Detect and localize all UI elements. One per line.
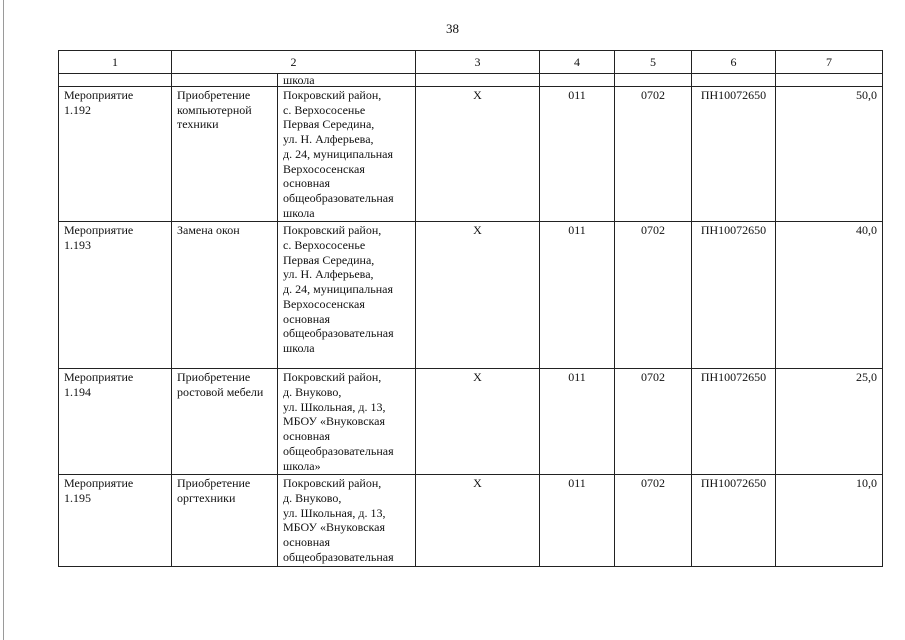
amount-cell: 50,0	[776, 87, 883, 222]
col3-cell: Х	[416, 475, 540, 566]
col5-cell: 0702	[615, 369, 692, 475]
budget-table	[58, 50, 883, 567]
amount-cell: 10,0	[776, 475, 883, 566]
table-header-row	[59, 51, 883, 74]
table-row	[59, 475, 883, 566]
col5-cell: 0702	[615, 222, 692, 369]
action-cell: Приобретение оргтехники	[172, 475, 278, 566]
col3-cell: Х	[416, 369, 540, 475]
header-col-1: 1	[59, 51, 172, 74]
table-row-continuation	[59, 74, 883, 87]
header-col-2: 2	[172, 51, 416, 74]
address-cell: Покровский район, с. Верхососенье Первая Середина, ул. Н. Алферьева, д. 24, муниципальная Верхососенская основная общеобразовательная школа	[278, 87, 416, 222]
address-cell: школа	[278, 74, 416, 87]
col6-cell: ПН10072650	[692, 222, 776, 369]
col4-cell: 011	[540, 369, 615, 475]
col6-cell: ПН10072650	[692, 87, 776, 222]
action-cell: Приобретение ростовой мебели	[172, 369, 278, 475]
address-cell: Покровский район, с. Верхососенье Первая Середина, ул. Н. Алферьева, д. 24, муниципальная Верхососенская основная общеобразовательная школа	[278, 222, 416, 369]
table-row	[59, 87, 883, 222]
col5-cell: 0702	[615, 87, 692, 222]
action-cell: Замена окон	[172, 222, 278, 369]
header-col-3: 3	[416, 51, 540, 74]
event-cell: Мероприятие 1.192	[59, 87, 172, 222]
col4-cell: 011	[540, 475, 615, 566]
col3-cell: Х	[416, 222, 540, 369]
event-cell: Мероприятие 1.194	[59, 369, 172, 475]
event-cell: Мероприятие 1.195	[59, 475, 172, 566]
col4-cell: 011	[540, 222, 615, 369]
page-edge-line	[3, 0, 4, 640]
action-cell: Приобретение компьютерной техники	[172, 87, 278, 222]
header-col-5: 5	[615, 51, 692, 74]
col6-cell: ПН10072650	[692, 475, 776, 566]
amount-cell: 40,0	[776, 222, 883, 369]
header-col-6: 6	[692, 51, 776, 74]
col4-cell: 011	[540, 87, 615, 222]
page-number: 38	[446, 21, 459, 36]
col5-cell: 0702	[615, 475, 692, 566]
col6-cell: ПН10072650	[692, 369, 776, 475]
table-row	[59, 222, 883, 369]
event-cell: Мероприятие 1.193	[59, 222, 172, 369]
header-col-4: 4	[540, 51, 615, 74]
address-cell: Покровский район, д. Внуково, ул. Школьная, д. 13, МБОУ «Внуковская основная общеобразовательная школа»	[278, 369, 416, 475]
amount-cell: 25,0	[776, 369, 883, 475]
table-row	[59, 369, 883, 475]
header-col-7: 7	[776, 51, 883, 74]
address-cell: Покровский район, д. Внуково, ул. Школьная, д. 13, МБОУ «Внуковская основная общеобразовательная	[278, 475, 416, 566]
col3-cell: Х	[416, 87, 540, 222]
